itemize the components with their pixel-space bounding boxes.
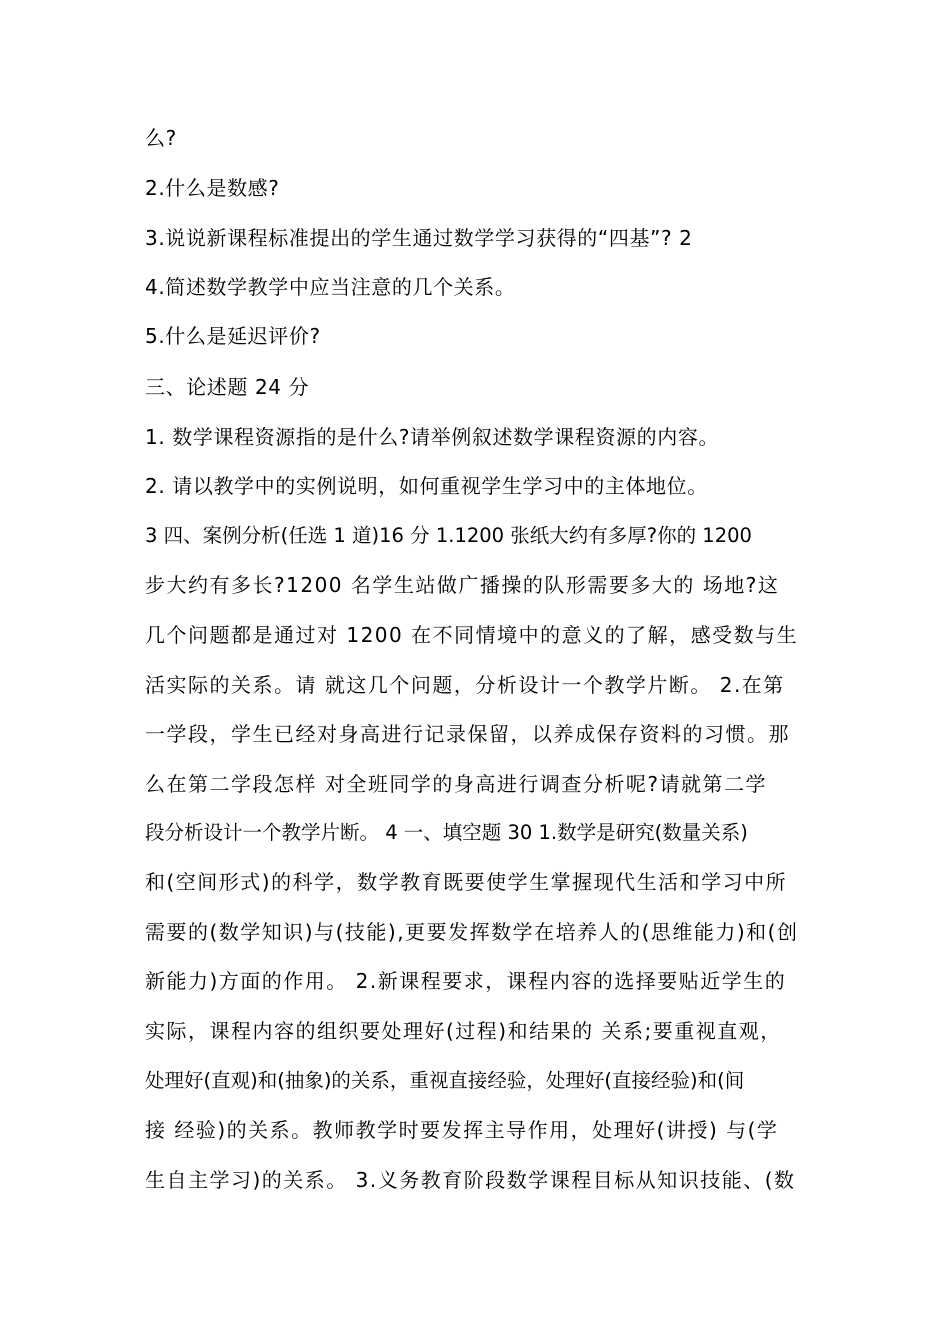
question-5: 5.什么是延迟评价? bbox=[145, 324, 321, 348]
paragraph-line: 新能力)方面的作用。 2.新课程要求，课程内容的选择要贴近学生的 bbox=[145, 969, 787, 993]
paragraph-line: 接 经验)的关系。教师教学时要发挥主导作用，处理好(讲授) 与(学 bbox=[145, 1118, 779, 1142]
paragraph-line: 段分析设计一个教学片断。 4 一、填空题 30 1.数学是研究(数量关系) bbox=[145, 821, 748, 844]
paragraph-line: 和(空间形式)的科学，数学教育既要使学生掌握现代生活和学习中所 bbox=[145, 870, 788, 894]
paragraph-line: 几个问题都是通过对 1200 在不同情境中的意义的了解，感受数与生 bbox=[145, 623, 799, 647]
question-2: 2.什么是数感? bbox=[145, 176, 280, 200]
text-line: 么? bbox=[145, 126, 177, 150]
essay-question-2: 2. 请以教学中的实例说明，如何重视学生学习中的主体地位。 bbox=[145, 474, 708, 498]
paragraph-line: 3 四、案例分析(任选 1 道)16 分 1.1200 张纸大约有多厚?你的 1200 bbox=[145, 524, 752, 547]
paragraph-line: 活实际的关系。请 就这几个问题，分析设计一个教学片断。 2.在第 bbox=[145, 673, 785, 697]
paragraph-line: 么在第二学段怎样 对全班同学的身高进行调查分析呢?请就第二学 bbox=[145, 772, 767, 796]
question-3: 3.说说新课程标准提出的学生通过数学学习获得的“四基”? 2 bbox=[145, 226, 693, 250]
section-heading-essay: 三、论述题 24 分 bbox=[145, 375, 310, 399]
essay-question-1: 1. 数学课程资源指的是什么?请举例叙述数学课程资源的内容。 bbox=[145, 425, 720, 449]
paragraph-line: 生自主学习)的关系。 3.义务教育阶段数学课程目标从知识技能、(数 bbox=[145, 1168, 796, 1192]
paragraph-line: 步大约有多长?1200 名学生站做广播操的队形需要多大的 场地?这 bbox=[145, 573, 780, 597]
paragraph-line: 需要的(数学知识)与(技能),更要发挥数学在培养人的(思维能力)和(创 bbox=[145, 920, 799, 944]
paragraph-line: 一学段，学生已经对身高进行记录保留，以养成保存资料的习惯。那 bbox=[145, 722, 790, 746]
paragraph-line: 处理好(直观)和(抽象)的关系，重视直接经验，处理好(直接经验)和(间 bbox=[145, 1069, 745, 1092]
question-4: 4.简述数学教学中应当注意的几个关系。 bbox=[145, 275, 516, 299]
paragraph-line: 实际，课程内容的组织要处理好(过程)和结果的 关系;要重视直观， bbox=[145, 1019, 782, 1043]
